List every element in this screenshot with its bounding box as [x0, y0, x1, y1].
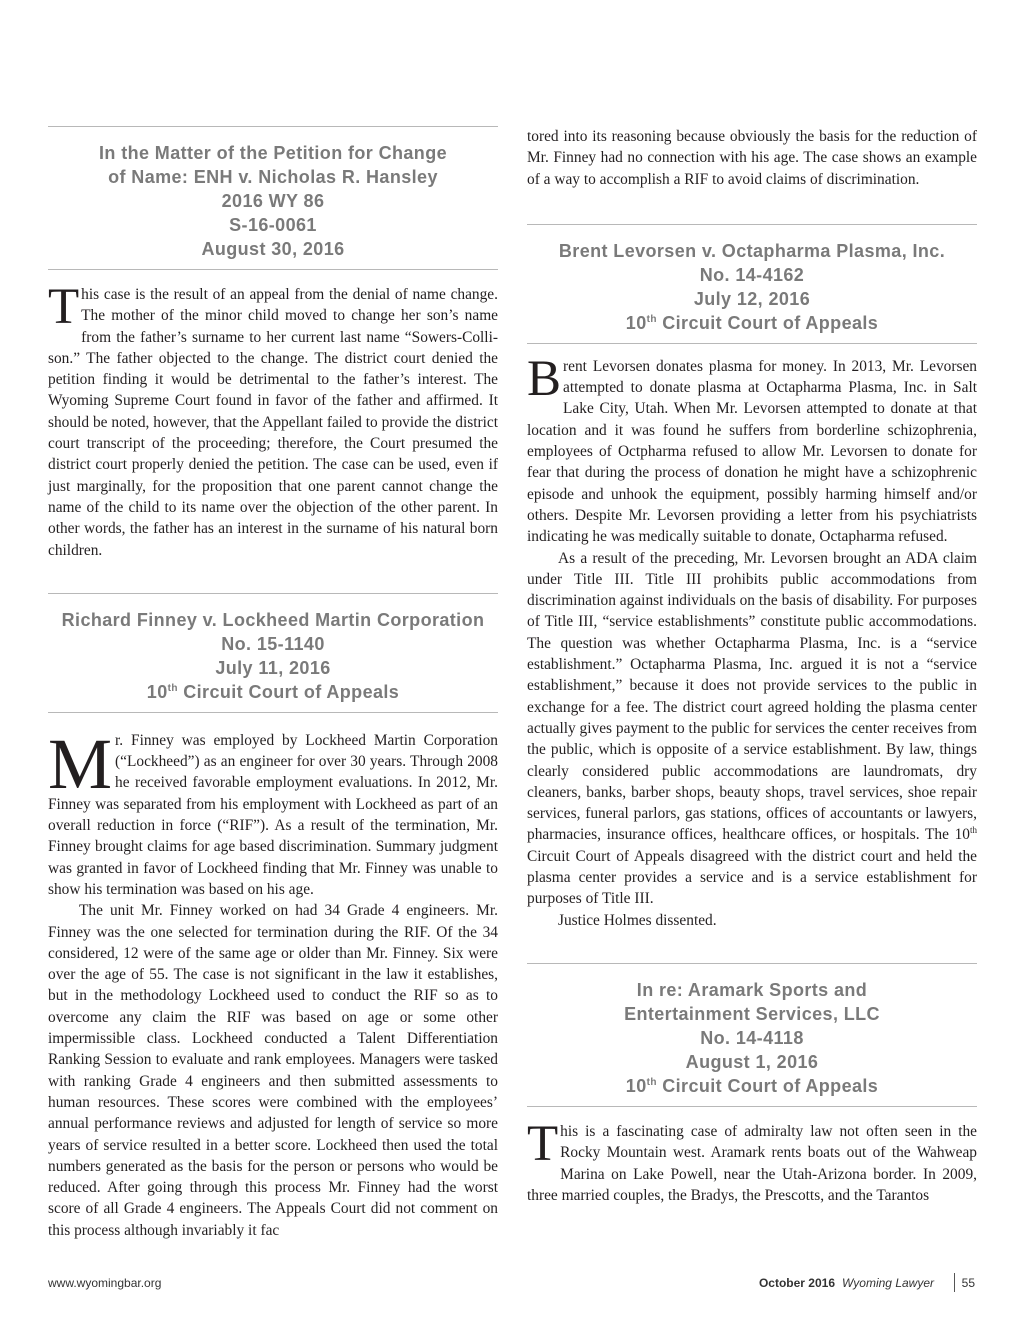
left-column — [48, 126, 498, 1241]
drop-cap: B — [527, 350, 562, 407]
paragraph-text: his case is the result of an appeal from the denial of name change. The mother of the minor child moved to change her son’s name from the father’s surname to her current last name “Sowers-Collison.” The father objected to the change. The district court denied the petition finding it would be detrimental to the father’s interest. The Wyoming Supreme Court found in favor of the father and affirmed. It should be noted, however, that the Appellant failed to provide the district court transcript of the proceeding; therefore, the Court presumed the district court properly denied the petition. The case can be used, even if just marginally, for the proposition that one parent cannot change the name of the child to its name over the objection of the other parent. In other words, the father has an interest in the surname of his natural born children. — [48, 286, 498, 559]
case-heading-levorsen — [527, 224, 977, 344]
drop-cap: T — [48, 279, 80, 335]
case-heading-aramark — [527, 963, 977, 1107]
website-link[interactable]: www.wyomingbar.org — [48, 1276, 162, 1290]
page-number: 55 — [961, 1276, 975, 1290]
issue-date: October 2016 — [758, 1276, 835, 1290]
case-title-line: Richard Finney v. Lockheed Martin Corporation — [61, 609, 485, 630]
case-heading-finney — [48, 593, 498, 713]
decision-date: July 11, 2016 — [215, 657, 331, 678]
paragraph-text: r. Finney was employed by Lockheed Martin Corporation (“Lockheed”) as an engineer for over 30 years. Through 2008 he received favorable employment evaluations. In 2012, Mr. Finney was separated from his employment with Lockheed as part of an overall reduction in force (“RIF”). As a result of the termination, Mr. Finney brought claims for age based discrimination. Summary judgment was granted in favor of Lockheed finding that Mr. Finney was unable to show his termination was based on his age. — [48, 731, 498, 898]
dissent-note: Justice Holmes dissented. — [558, 911, 717, 929]
decision-date: August 30, 2016 — [201, 239, 345, 259]
court-name: 10th Circuit Court of Appeals — [146, 681, 400, 702]
case-summary-paragraph — [48, 279, 498, 561]
paragraph-text: rent Levorsen donates plasma for money. In 2013, Mr. Levorsen attempted to donate plasma at Octapharma Plasma, Inc. in Salt Lake City, Utah. When Mr. Levorsen attempted to donate at that location and it was found he suffers from borderline schizophrenia, employees of Octpharma refused to allow Mr. Levorsen to donate for fear that during the process of donation he might have a schizophrenic episode and unhook the equipment, possibly harming himself and/or others. Despite Mr. Levorsen providing a letter from his psychiatrists indicating he was medically suitable to donate, Octapharma refused. — [527, 357, 977, 546]
case-summary-paragraph: As a result of the preceding, Mr. Levorsen brought an ADA claim under Title III. Title III prohibits public accommodations from discrimination against individuals on the basis of disability. For purposes of Title III, “service establishments” constitute public accommodations. The question was whether Octapharma Plasma, Inc. is a “service establishment.” Octapharma Plasma, Inc. argued it is not a “service establishment,” because it does not provide services to the public in exchange for a fee. The district court agreed holding the plasma center actually gives payment to the public for services the center receives from the public, which is opposite of a service establishment. By law, things clearly considered public accommodations are laundromats, dry cleaners, banks, barber shops, beauty shops, travel services, shoe repair services, funeral parlors, gas stations, offices of accountants or lawyers, pharmacies, insurance offices, healthcare offices, or hospitals. The 10th Circuit Court of Appeals disagreed with the district court and held the plasma center provides a service and is a service establishment for purposes of Title III. — [527, 549, 977, 908]
case-citation: 2016 WY 86 — [221, 191, 325, 211]
case-summary-paragraph — [527, 1115, 977, 1206]
case-title-line: of Name: ENH v. Nicholas R. Hansley — [108, 167, 438, 187]
docket-number: No. 14-4118 — [700, 1027, 804, 1048]
case-summary-paragraph — [527, 350, 977, 548]
right-column — [527, 126, 977, 1206]
docket-number: S-16-0061 — [229, 215, 317, 235]
docket-number: No. 14-4162 — [699, 264, 805, 285]
case-summary-paragraph: The unit Mr. Finney worked on had 34 Grade 4 engineers. Mr. Finney was the one selected for termination during the RIF. Of the 34 considered, 12 were of the same age or older than Mr. Finney. Six were over the age of 55. The case is not significant in the law it establishes, but in the methodology Lockheed used to conduct the RIF so as to overcome any claim the RIF was based on age or some other impermissible class. Lockheed conducted a Talent Differentiation Ranking Session to evaluate and rank employees. Managers were tasked with ranking Grade 4 engineers and then submitted assessments to human resources. These scores were combined with the employees’ annual performance reviews and adjusted for length of service so more years of service resulted in a better score. Lockheed then used the total numbers generated as the basis for the person or persons who would be reduced. After going through this process Mr. Finney had the worst score of all Grade 4 engineers. The Appeals Court did not comment on this process although invariably it fac — [48, 902, 498, 1239]
decision-date: July 12, 2016 — [693, 288, 811, 309]
page-footer — [48, 1273, 976, 1297]
case-heading-hansley — [48, 126, 498, 270]
court-name: 10th Circuit Court of Appeals — [625, 1075, 879, 1096]
case-summary-paragraph — [48, 723, 498, 900]
magazine-title: Wyoming Lawyer — [841, 1276, 934, 1290]
court-name: 10th Circuit Court of Appeals — [625, 312, 879, 333]
case-title-line: Brent Levorsen v. Octapharma Plasma, Inc. — [558, 240, 946, 261]
footer-divider — [954, 1273, 955, 1292]
drop-cap: T — [527, 1115, 559, 1172]
drop-cap: M — [48, 723, 113, 804]
continued-paragraph: tored into its reasoning because obviously the basis for the reduction of Mr. Finney had no connection with his age. The case shows an example of a way to accomplish a RIF to avoid claims of discrimination. — [527, 128, 977, 188]
decision-date: August 1, 2016 — [685, 1051, 819, 1072]
case-title-line: In re: Aramark Sports and — [636, 979, 868, 1000]
case-title-line: Entertainment Services, LLC — [624, 1003, 880, 1024]
docket-number: No. 15-1140 — [221, 633, 325, 654]
case-title-line: In the Matter of the Petition for Change — [99, 143, 447, 163]
paragraph-text: his is a fascinating case of admiralty law not often seen in the Rocky Mountain west. Aramark rents boats out of the Wahweap Marina on Lake Powell, near the Utah-Arizona border. In 2009, three married couples, the Bradys, the Prescotts, and the Tarantos — [527, 1122, 977, 1204]
